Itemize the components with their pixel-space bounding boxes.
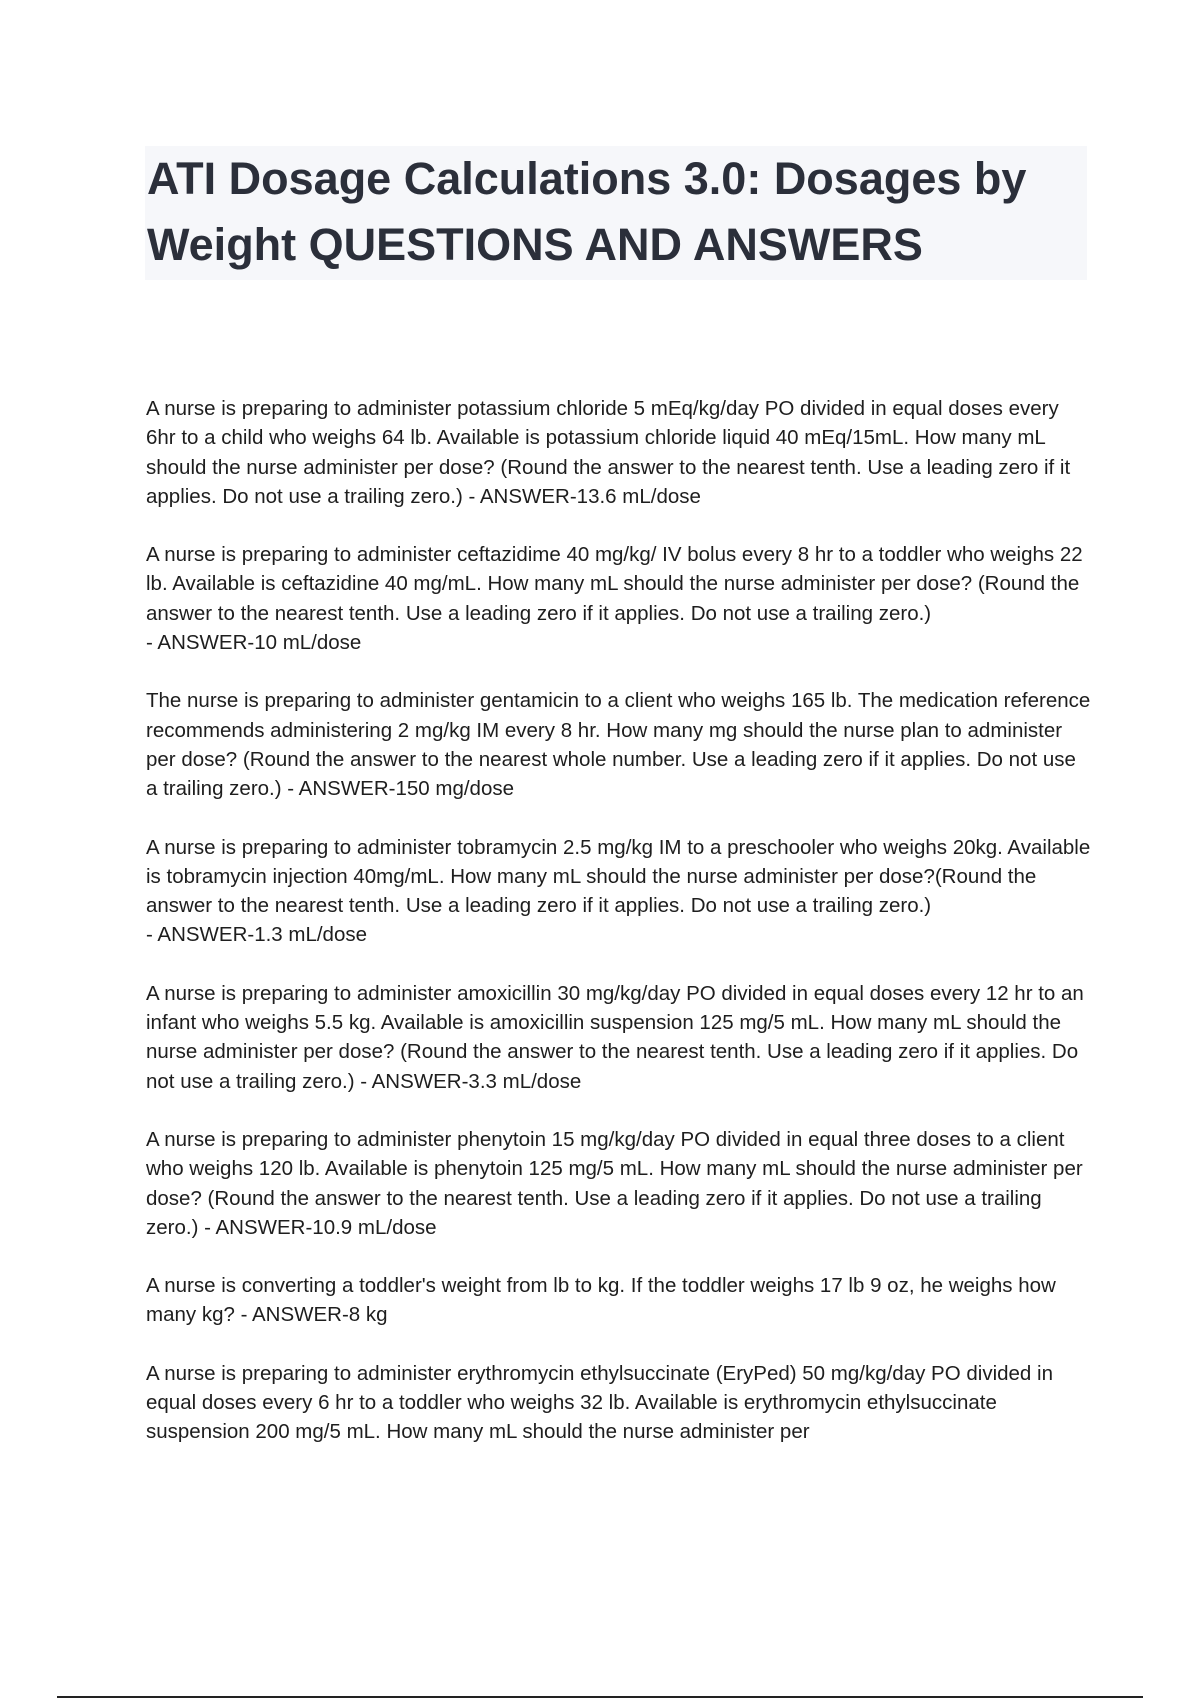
footer-divider (57, 1696, 1143, 1698)
question-text: A nurse is preparing to administer ceftazidime 40 mg/kg/ IV bolus every 8 hr to a toddler who weighs 22 lb. Available is ceftazidine 40 mg/mL. How many mL should the nurse administer per dose? (Round the answer to the nearest tenth. Use a leading zero if it applies. Do not use a trailing zero.) (146, 543, 1083, 625)
question-text: A nurse is preparing to administer phenytoin 15 mg/kg/day PO divided in equal three doses to a client who weighs 120 lb. Available is phenytoin 125 mg/5 mL. How many mL should the nurse administer per dose? (Round the answer to the nearest tenth. Use a leading zero if it applies. Do not use a trailing zero.) (146, 1127, 1083, 1239)
qa-item (146, 1359, 1091, 1447)
question-text: A nurse is preparing to administer amoxicillin 30 mg/kg/day PO divided in equal doses every 12 hr to an infant who weighs 5.5 kg. Available is amoxicillin suspension 125 mg/5 mL. How many mL should the nurse administer per dose? (Round the answer to the nearest tenth. Use a leading zero if it applies. Do not use a trailing zero.) (146, 981, 1084, 1093)
answer-text: - ANSWER-10 mL/dose (146, 631, 362, 655)
question-text: The nurse is preparing to administer gentamicin to a client who weighs 165 lb. The medication reference recommends administering 2 mg/kg IM every 8 hr. How many mg should the nurse plan to administer per dose? (Round the answer to the nearest whole number. Use a leading zero if it applies. Do not use a trailing zero.) (146, 689, 1091, 801)
qa-item (146, 979, 1091, 1096)
qa-list (146, 394, 1091, 1476)
question-text: A nurse is preparing to administer erythromycin ethylsuccinate (EryPed) 50 mg/kg/day PO divided in equal doses every 6 hr to a toddler who weighs 32 lb. Available is erythromycin ethylsuccinate suspension 200 mg/5 mL. How many mL should the nurse administer per (146, 1361, 1053, 1444)
document-title: ATI Dosage Calculations 3.0: Dosages by Weight QUESTIONS AND ANSWERS (147, 153, 1027, 270)
qa-item (146, 394, 1091, 511)
qa-item (146, 1125, 1091, 1242)
title-block (145, 146, 1087, 280)
question-text: A nurse is preparing to administer tobramycin 2.5 mg/kg IM to a preschooler who weighs 20kg. Available is tobramycin injection 40mg/mL. How many mL should the nurse administer per dose?(Round the answer to the nearest tenth. Use a leading zero if it applies. Do not use a trailing zero.) (146, 835, 1091, 918)
question-text: A nurse is converting a toddler's weight from lb to kg. If the toddler weighs 17 lb 9 oz, he weighs how many kg? (146, 1274, 1056, 1327)
answer-text: - ANSWER-1.3 mL/dose (146, 923, 368, 947)
answer-text: - ANSWER-8 kg (234, 1303, 388, 1327)
answer-text: - ANSWER-3.3 mL/dose (354, 1069, 582, 1093)
answer-text: - ANSWER-10.9 mL/dose (198, 1215, 437, 1239)
question-text: A nurse is preparing to administer potassium chloride 5 mEq/kg/day PO divided in equal doses every 6hr to a child who weighs 64 lb. Available is potassium chloride liquid 40 mEq/15mL. How many mL should the nurse administer per dose? (Round the answer to the nearest tenth. Use a leading zero if it applies. Do not use a trailing zero.) (146, 397, 1071, 508)
answer-text: - ANSWER-150 mg/dose (281, 777, 515, 801)
qa-item (146, 686, 1091, 803)
qa-item (146, 1271, 1091, 1330)
answer-text: - ANSWER-13.6 mL/dose (462, 484, 701, 508)
qa-item (146, 833, 1091, 950)
qa-item (146, 540, 1091, 657)
